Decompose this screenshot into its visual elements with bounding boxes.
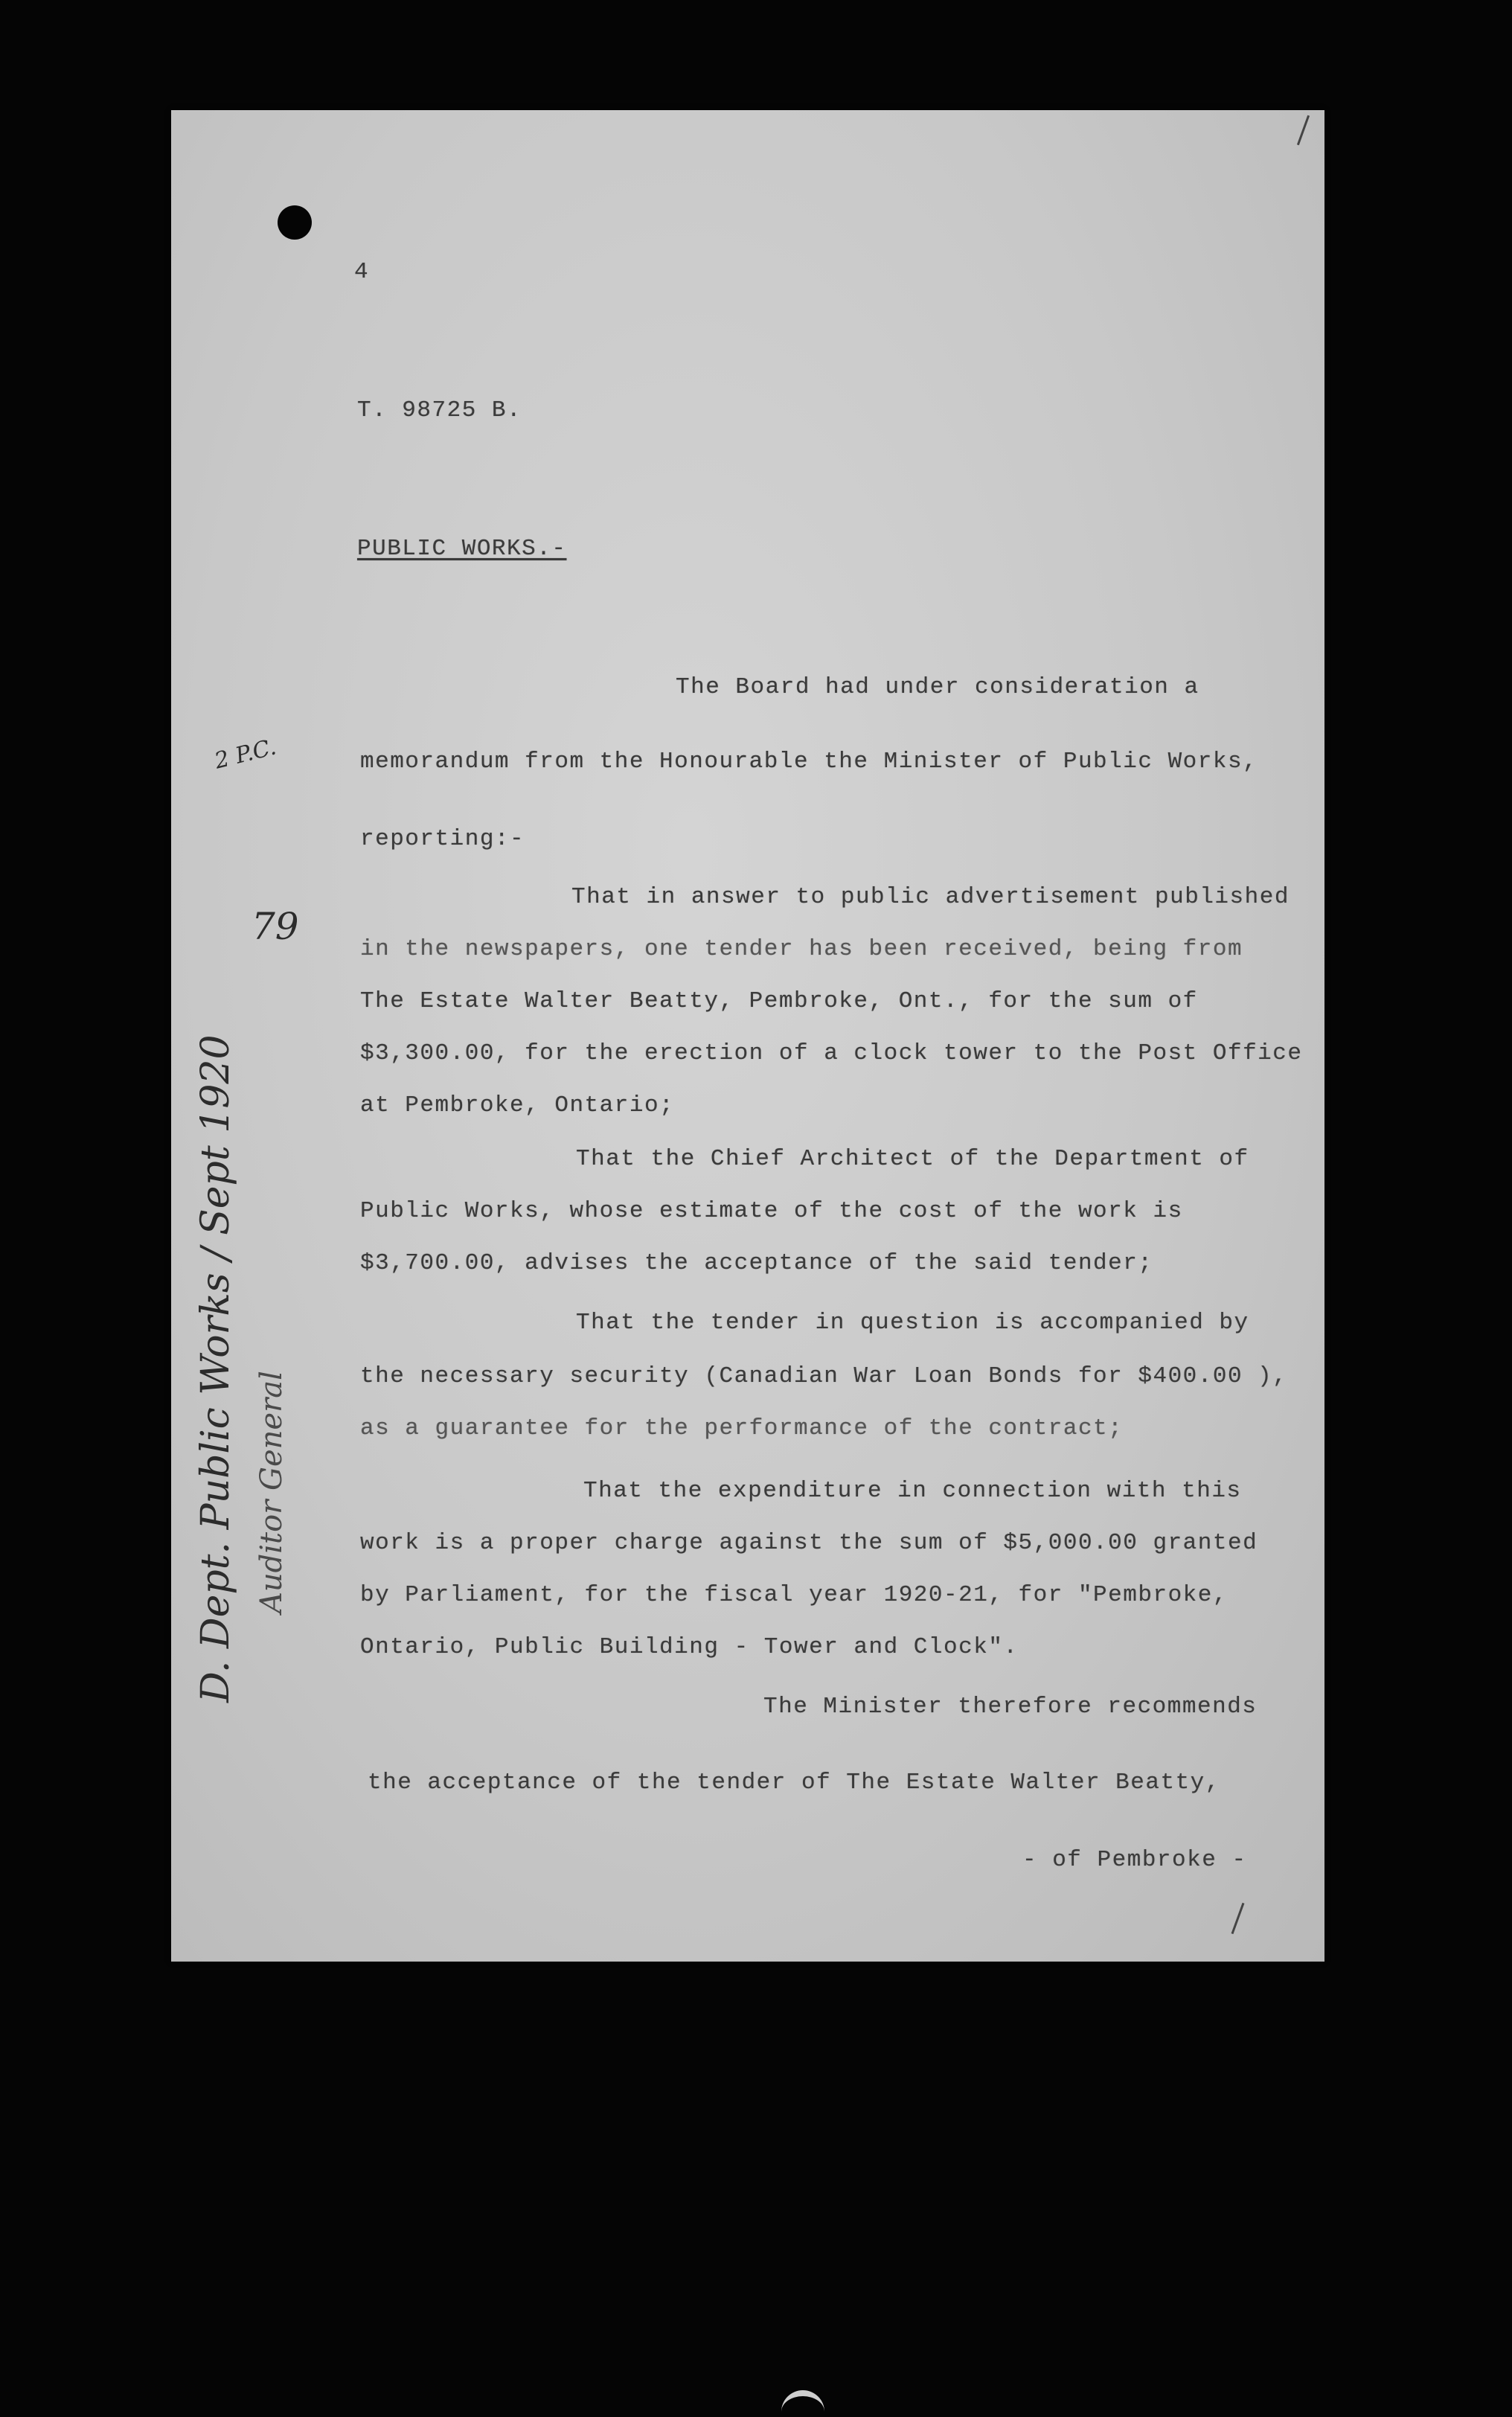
punch-hole [278,205,312,240]
text-line: The Board had under consideration a [676,674,1199,700]
check-mark [1297,115,1310,145]
text-line: at Pembroke, Ontario; [360,1092,675,1118]
text-line: That the Chief Architect of the Department of [576,1146,1249,1172]
heading: PUBLIC WORKS.- [357,536,567,562]
text-line: work is a proper charge against the sum of $5,000.00 granted [360,1530,1258,1556]
reference-number: T. 98725 B. [357,397,522,423]
edge-mark [781,2390,824,2413]
continuation-line: - of Pembroke - [1022,1847,1247,1873]
text-line: That the expenditure in connection with this [583,1478,1242,1504]
margin-initials: 2 P.C. [212,734,279,775]
check-mark [1231,1903,1245,1934]
text-line: Public Works, whose estimate of the cost of the work is [360,1198,1183,1224]
page-number: 4 [354,259,370,285]
margin-note-main: D. Dept. Public Works / Sept 1920 [193,1034,238,1703]
text-line: Ontario, Public Building - Tower and Clock". [360,1634,1019,1660]
text-line: $3,700.00, advises the acceptance of the said tender; [360,1250,1153,1276]
text-line: by Parliament, for the fiscal year 1920-21, for "Pembroke, [360,1582,1228,1608]
text-line: The Minister therefore recommends [763,1694,1258,1720]
text-line: the necessary security (Canadian War Loan Bonds for $400.00 ), [360,1363,1288,1389]
text-line: as a guarantee for the performance of the contract; [360,1415,1124,1441]
margin-number: 79 [252,905,299,948]
text-line: memorandum from the Honourable the Minister of Public Works, [360,749,1258,775]
text-line: The Estate Walter Beatty, Pembroke, Ont., for the sum of [360,988,1198,1014]
document-page [171,110,1324,1962]
text-line: That in answer to public advertisement published [571,884,1290,910]
text-line: That the tender in question is accompanied by [576,1310,1249,1336]
text-line: reporting:- [360,826,525,852]
margin-note-secondary: Auditor General [254,1371,289,1613]
text-line: the acceptance of the tender of The Estate Walter Beatty, [368,1770,1220,1796]
text-line: in the newspapers, one tender has been received, being from [360,936,1243,962]
text-line: $3,300.00, for the erection of a clock tower to the Post Office [360,1040,1303,1066]
